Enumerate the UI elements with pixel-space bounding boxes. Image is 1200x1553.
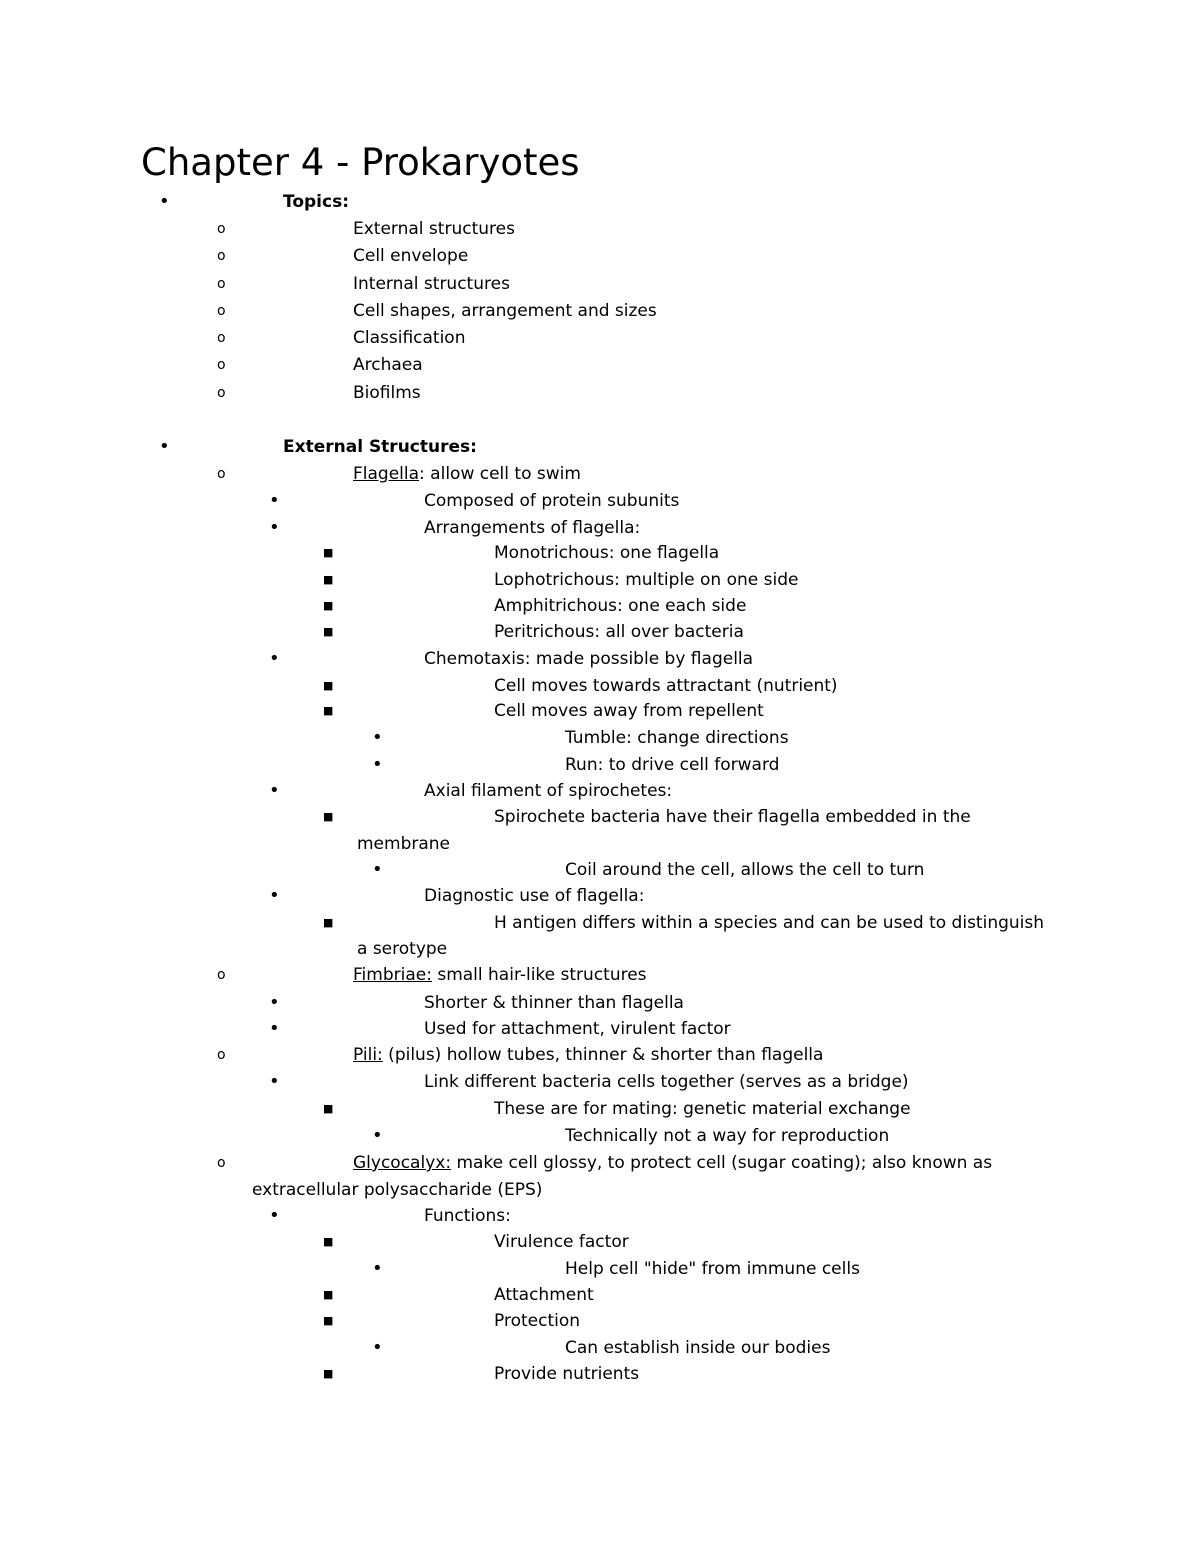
list-item-text: Attachment (494, 1285, 594, 1305)
list-item-text: Composed of protein subunits (424, 491, 680, 511)
list-item (0, 1203, 1200, 1229)
list-item-text: Help cell "hide" from immune cells (565, 1259, 860, 1279)
bullet-square-icon: ■ (323, 1314, 334, 1327)
term-flagella: Flagella (353, 464, 420, 484)
list-item (0, 1335, 1200, 1361)
list-item (0, 646, 1200, 672)
list-item-text: Virulence factor (494, 1232, 629, 1252)
bullet-disc-icon: • (372, 859, 383, 880)
topic-item: Archaea (353, 355, 423, 375)
list-item (0, 698, 1200, 724)
bullet-circle-icon: o (217, 276, 226, 292)
bullet-circle-icon: o (217, 466, 226, 482)
bullet-disc-icon: • (269, 1071, 280, 1092)
bullet-circle-icon: o (217, 385, 226, 401)
topic-item: Biofilms (353, 383, 421, 403)
list-item (0, 673, 1200, 699)
list-item (0, 1042, 1200, 1068)
list-item (0, 540, 1200, 566)
list-item-continuation: extracellular polysaccharide (EPS) (252, 1180, 543, 1200)
list-item-text: Axial filament of spirochetes: (424, 781, 673, 801)
list-item-text: Diagnostic use of flagella: (424, 886, 645, 906)
list-item (0, 488, 1200, 514)
term-pili: Pili: (353, 1045, 383, 1065)
list-item-text: Can establish inside our bodies (565, 1338, 831, 1358)
list-item (0, 1361, 1200, 1387)
list-item (0, 804, 1200, 830)
topic-item: Internal structures (353, 274, 510, 294)
topics-heading: Topics: (283, 192, 350, 212)
bullet-circle-icon: o (217, 967, 226, 983)
bullet-disc-icon: • (372, 1125, 383, 1146)
section-heading: External Structures: (283, 437, 477, 457)
topic-item: Classification (353, 328, 466, 348)
bullet-disc-icon: • (269, 992, 280, 1013)
list-item (0, 1308, 1200, 1334)
bullet-square-icon: ■ (323, 599, 334, 612)
list-item (0, 567, 1200, 593)
list-item (0, 325, 1200, 351)
bullet-disc-icon: • (269, 1018, 280, 1039)
bullet-square-icon: ■ (323, 679, 334, 692)
bullet-disc-icon: • (372, 727, 383, 748)
bullet-circle-icon: o (217, 303, 226, 319)
list-item-text: Shorter & thinner than flagella (424, 993, 684, 1013)
bullet-disc-icon: • (372, 1258, 383, 1279)
topic-item: Cell shapes, arrangement and sizes (353, 301, 657, 321)
bullet-disc-icon: • (159, 191, 170, 212)
list-item (0, 352, 1200, 378)
term-description: small hair-like structures (431, 965, 647, 985)
list-item (0, 725, 1200, 751)
list-item-text: Peritrichous: all over bacteria (494, 622, 744, 642)
bullet-disc-icon: • (269, 517, 280, 538)
list-item-continuation: membrane (357, 834, 451, 854)
term-glycocalyx: Glycocalyx: (353, 1153, 452, 1173)
list-item (0, 1069, 1200, 1095)
list-item (0, 883, 1200, 909)
bullet-circle-icon: o (217, 221, 226, 237)
bullet-disc-icon: • (372, 1337, 383, 1358)
list-item-text: Lophotrichous: multiple on one side (494, 570, 799, 590)
list-item (0, 1282, 1200, 1308)
list-item-continuation: a serotype (357, 939, 448, 959)
bullet-disc-icon: • (269, 1205, 280, 1226)
term-description: : allow cell to swim (419, 464, 581, 484)
list-item (0, 1096, 1200, 1122)
list-item-text: Spirochete bacteria have their flagella embedded in the (494, 807, 971, 827)
list-item-text: These are for mating: genetic material exchange (494, 1099, 911, 1119)
bullet-square-icon: ■ (323, 810, 334, 823)
bullet-circle-icon: o (217, 248, 226, 264)
list-item-text: Provide nutrients (494, 1364, 640, 1384)
list-item (0, 216, 1200, 242)
list-item (0, 515, 1200, 541)
bullet-square-icon: ■ (323, 1367, 334, 1380)
bullet-square-icon: ■ (323, 1235, 334, 1248)
list-item-text: Coil around the cell, allows the cell to turn (565, 860, 925, 880)
bullet-circle-icon: o (217, 1155, 226, 1171)
list-item (0, 271, 1200, 297)
list-item (0, 434, 1200, 460)
list-item-text: Tumble: change directions (565, 728, 789, 748)
bullet-square-icon: ■ (323, 625, 334, 638)
list-item-text: Technically not a way for reproduction (565, 1126, 890, 1146)
list-item-text: Cell moves away from repellent (494, 701, 764, 721)
list-item (0, 593, 1200, 619)
list-item (0, 1150, 1200, 1176)
bullet-square-icon: ■ (323, 573, 334, 586)
list-item-text: Chemotaxis: made possible by flagella (424, 649, 754, 669)
list-item-text: Monotrichous: one flagella (494, 543, 720, 563)
bullet-disc-icon: • (372, 754, 383, 775)
list-item-text: Cell moves towards attractant (nutrient) (494, 676, 838, 696)
list-item (0, 189, 1200, 215)
list-item-text: Link different bacteria cells together (serves as a bridge) (424, 1072, 909, 1092)
list-item (0, 857, 1200, 883)
bullet-circle-icon: o (217, 357, 226, 373)
bullet-disc-icon: • (269, 885, 280, 906)
bullet-circle-icon: o (217, 1047, 226, 1063)
bullet-circle-icon: o (217, 330, 226, 346)
term-description: (pilus) hollow tubes, thinner & shorter than flagella (382, 1045, 824, 1065)
list-item (0, 619, 1200, 645)
bullet-square-icon: ■ (323, 1288, 334, 1301)
list-item (0, 962, 1200, 988)
list-item-text: H antigen differs within a species and can be used to distinguish (494, 913, 1045, 933)
term-description: make cell glossy, to protect cell (sugar coating); also known as (451, 1153, 993, 1173)
list-item (0, 990, 1200, 1016)
list-item (0, 298, 1200, 324)
list-item-text: Run: to drive cell forward (565, 755, 780, 775)
list-item (0, 461, 1200, 487)
list-item (0, 380, 1200, 406)
bullet-square-icon: ■ (323, 1102, 334, 1115)
page-title: Chapter 4 - Prokaryotes (141, 141, 580, 184)
list-item (0, 910, 1200, 936)
list-item (0, 1256, 1200, 1282)
bullet-square-icon: ■ (323, 704, 334, 717)
topic-item: Cell envelope (353, 246, 469, 266)
bullet-disc-icon: • (269, 648, 280, 669)
bullet-square-icon: ■ (323, 916, 334, 929)
list-item (0, 752, 1200, 778)
bullet-disc-icon: • (269, 780, 280, 801)
list-item-text: Amphitrichous: one each side (494, 596, 747, 616)
list-item (0, 1123, 1200, 1149)
bullet-disc-icon: • (159, 436, 170, 457)
list-item-text: Functions: (424, 1206, 511, 1226)
bullet-square-icon: ■ (323, 546, 334, 559)
list-item (0, 778, 1200, 804)
bullet-disc-icon: • (269, 490, 280, 511)
list-item-text: Used for attachment, virulent factor (424, 1019, 731, 1039)
list-item (0, 1229, 1200, 1255)
topic-item: External structures (353, 219, 515, 239)
list-item (0, 1016, 1200, 1042)
list-item-text: Arrangements of flagella: (424, 518, 641, 538)
list-item (0, 243, 1200, 269)
list-item-text: Protection (494, 1311, 581, 1331)
term-fimbriae: Fimbriae: (353, 965, 432, 985)
